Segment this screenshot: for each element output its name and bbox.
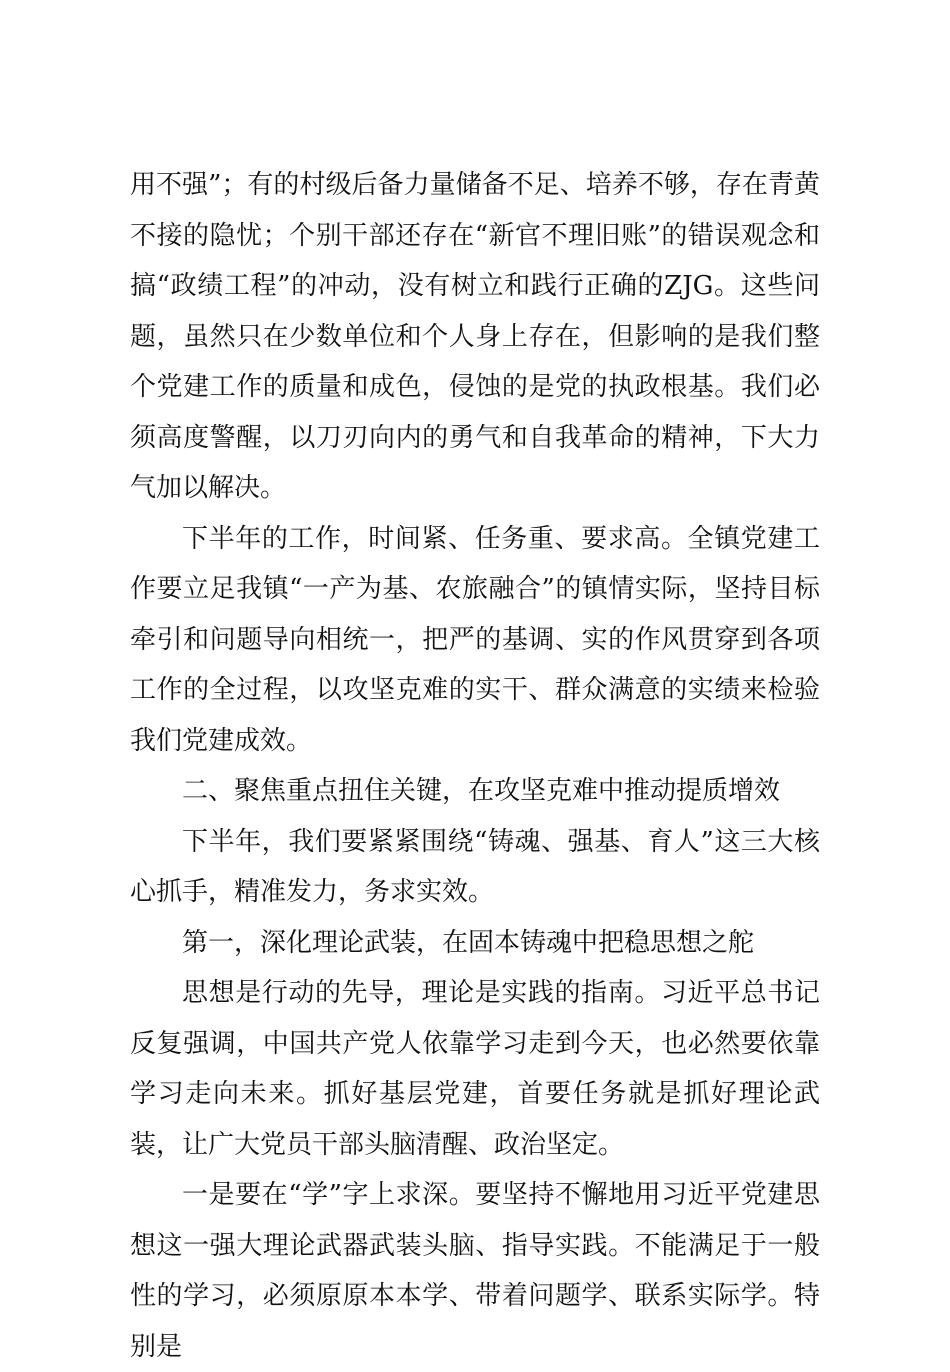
document-body — [130, 160, 820, 1372]
paragraph-theory: 思想是行动的先导，理论是实践的指南。习近平总书记反复强调，中国共产党人依靠学习走到今天，也必然要依靠学习走向未来。抓好基层党建，首要任务就是抓好理论武装，让广大党员干部头脑清醒、政治坚定。 — [130, 978, 820, 1160]
paragraph-core-tasks: 下半年，我们要紧紧围绕“铸魂、强基、育人”这三大核心抓手，精准发力，务求实效。 — [130, 826, 820, 907]
paragraph-continuation: 用不强”；有的村级后备力量储备不足、培养不够，存在青黄不接的隐忧；个别干部还存在“新官不理旧账”的错误观念和搞“政绩工程”的冲动，没有树立和践行正确的ZJG。这些问题，虽然只在少数单位和个人身上存在，但影响的是我们整个党建工作的质量和成色，侵蚀的是党的执政根基。我们必须高度警醒，以刀刃向内的勇气和自我革命的精神，下大力气加以解决。 — [130, 170, 820, 503]
section-heading-two: 二、聚焦重点扭住关键，在攻坚克难中推动提质增效 — [182, 776, 781, 806]
subheading-first: 第一，深化理论武装，在固本铸魂中把稳思想之舵 — [182, 927, 755, 958]
paragraph-second-half-work: 下半年的工作，时间紧、任务重、要求高。全镇党建工作要立足我镇“一产为基、农旅融合”的镇情实际，坚持目标牵引和问题导向相统一，把严的基调、实的作风贯穿到各项工作的全过程，以攻坚克难的实干、群众满意的实绩来检验我们党建成效。 — [130, 523, 820, 756]
paragraph-study: 一是要在“学”字上求深。要坚持不懈地用习近平党建思想这一强大理论武器武装头脑、指导实践。不能满足于一般性的学习，必须原原本本学、带着问题学、联系实际学。特别是 — [130, 1180, 820, 1362]
